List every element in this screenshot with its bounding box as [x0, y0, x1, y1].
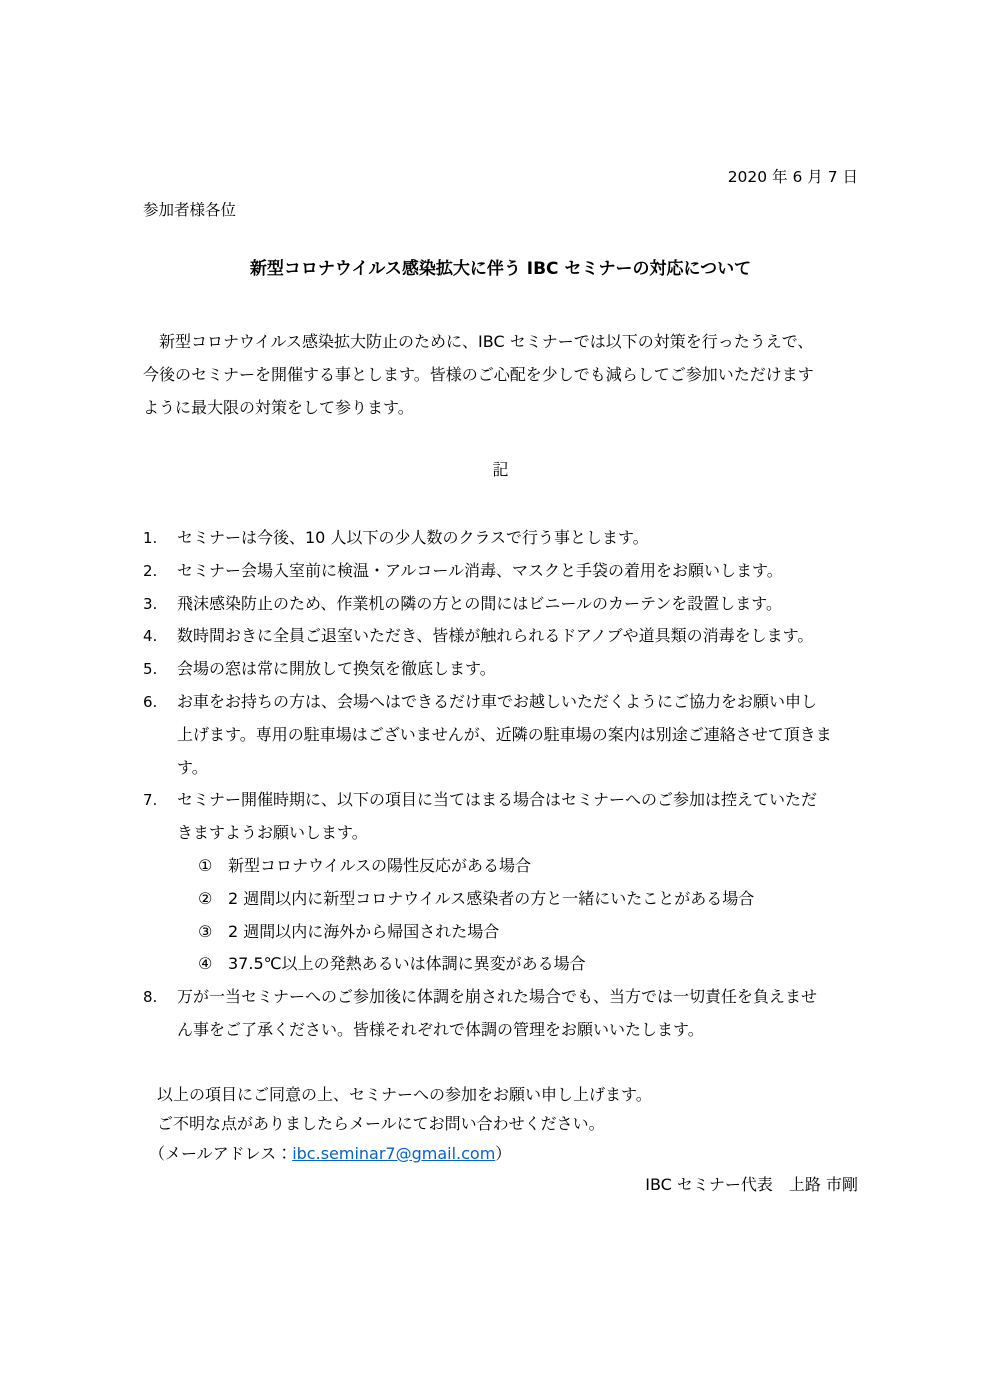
sub-item-number: ④ [198, 954, 213, 974]
item-text: 数時間おきに全員ご退室いただき、皆様が触れられるドアノブや道具類の消毒をします。 [177, 626, 814, 646]
sub-item-text: 37.5℃以上の発熱あるいは体調に異変がある場合 [228, 954, 586, 974]
intro-paragraph [143, 325, 858, 424]
measures-list [143, 522, 858, 1047]
sub-item-number: ② [198, 888, 213, 908]
document-date: 2020 年 6 月 7 日 [727, 168, 858, 186]
sub-item-number: ③ [198, 921, 213, 941]
item-text: セミナー開催時期に、以下の項目に当てはまる場合はセミナーへのご参加は控えていただ [177, 790, 818, 810]
item-text: セミナー会場入室前に検温・アルコール消毒、マスクと手袋の着用をお願いします。 [177, 560, 783, 580]
item-text: 上げます。専用の駐車場はございませんが、近隣の駐車場の案内は別途ご連絡させて頂きま [177, 724, 832, 744]
signature: IBC セミナー代表 上路 市剛 [645, 1175, 858, 1195]
item-number: 2. [143, 561, 158, 580]
intro-line: 今後のセミナーを開催する事とします。皆様のご心配を少しでも減らしてご参加いただけます [143, 365, 814, 384]
list-item [143, 653, 858, 686]
email-prefix: （メールアドレス： [149, 1143, 293, 1163]
list-item [143, 686, 858, 784]
item-number: 4. [143, 627, 158, 646]
agreement-line: 以上の項目にご同意の上、セミナーへの参加をお願い申し上げます。 [157, 1084, 652, 1104]
intro-line: 新型コロナウイルス感染拡大防止のために、IBC セミナーでは以下の対策を行ったうえで、 [143, 332, 814, 351]
list-item [143, 981, 858, 1047]
list-item [143, 555, 858, 588]
email-suffix: ） [495, 1143, 512, 1163]
item-number: 5. [143, 660, 158, 679]
sub-item-text: 2 週間以内に新型コロナウイルス感染者の方と一緒にいたことがある場合 [228, 888, 755, 908]
item-text: 万が一当セミナーへのご参加後に体調を崩された場合でも、当方では一切責任を負えませ [177, 987, 818, 1007]
sub-item-text: 2 週間以内に海外から帰国された場合 [228, 921, 500, 941]
sub-list-item [198, 883, 858, 916]
list-item [143, 784, 858, 981]
sub-list-item [198, 948, 858, 981]
item-text: お車をお持ちの方は、会場へはできるだけ車でお越しいただくようにご協力をお願い申し [177, 691, 818, 711]
item-number: 1. [143, 529, 158, 547]
item-number: 7. [143, 791, 158, 810]
sub-item-text: 新型コロナウイルスの陽性反応がある場合 [228, 855, 532, 875]
list-item [143, 620, 858, 653]
item-number: 6. [143, 692, 158, 711]
email-link[interactable]: ibc.seminar7@gmail.com [292, 1143, 496, 1163]
intro-line: ように最大限の対策をして参ります。 [143, 398, 414, 417]
item-number: 3. [143, 594, 158, 613]
sub-list-item [198, 916, 858, 949]
list-item [143, 522, 858, 555]
closing-block [143, 1080, 858, 1200]
list-item [143, 588, 858, 621]
recipient: 参加者様各位 [143, 201, 237, 219]
document-title: 新型コロナウイルス感染拡大に伴う IBC セミナーの対応について [249, 259, 752, 279]
item-text: 飛沫感染防止のため、作業机の隣の方との間にはビニールのカーテンを設置します。 [177, 593, 782, 613]
ki-marker: 記 [492, 460, 509, 479]
email-line [149, 1139, 858, 1169]
item-number: 8. [143, 988, 158, 1007]
item-text: きますようお願いします。 [177, 823, 368, 843]
item-text: 会場の窓は常に開放して換気を徹底します。 [177, 659, 496, 679]
inquiry-line: ご不明な点がありましたらメールにてお問い合わせください。 [157, 1114, 605, 1134]
item-text: セミナーは今後、10 人以下の少人数のクラスで行う事とします。 [177, 528, 649, 547]
item-text: ん事をご了承ください。皆様それぞれで体調の管理をお願いいたします。 [177, 1019, 704, 1039]
sub-list-item [198, 850, 858, 883]
sub-item-number: ① [198, 855, 213, 875]
item-text: す。 [177, 757, 208, 777]
